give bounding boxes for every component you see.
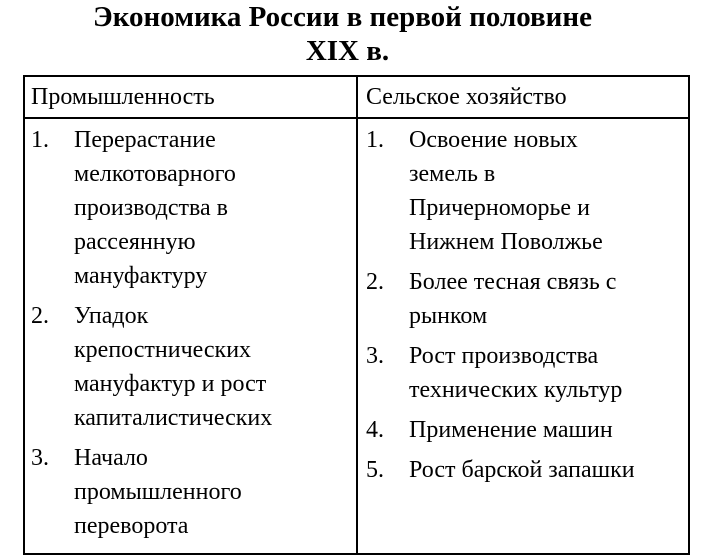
list-item — [366, 265, 688, 333]
list-item — [31, 123, 353, 293]
item-number: 3. — [366, 343, 384, 369]
item-number: 5. — [366, 457, 384, 483]
page-title — [0, 0, 720, 68]
item-number: 2. — [366, 269, 384, 295]
item-text: Освоение новых земель в Причерноморье и Нижнем Поволжье — [409, 127, 603, 255]
item-number: 1. — [31, 127, 49, 153]
list-item — [31, 299, 353, 435]
header-agriculture: Сельское хозяйство — [366, 84, 567, 110]
agriculture-column — [366, 123, 688, 493]
economy-table — [23, 75, 690, 555]
title-line-2: XIX в. — [305, 35, 390, 67]
item-number: 1. — [366, 127, 384, 153]
title-line-1: Экономика России в первой половине — [93, 1, 592, 33]
item-number: 3. — [31, 445, 49, 471]
item-text: Более тесная связь с рынком — [409, 269, 617, 329]
industry-list — [31, 123, 353, 543]
header-industry: Промышленность — [31, 84, 215, 110]
item-text: Рост производства технических культур — [409, 343, 623, 403]
header-divider — [25, 117, 688, 119]
item-text: Применение машин — [409, 417, 613, 443]
list-item — [366, 453, 688, 487]
item-text: Упадок крепостнических мануфактур и рост капиталистических — [74, 303, 273, 431]
item-text: Перерастание мелкотоварного производства в рассеянную мануфактуру — [74, 127, 236, 289]
agriculture-list — [366, 123, 688, 487]
list-item — [366, 413, 688, 447]
item-text: Начало промышленного переворота — [74, 445, 242, 539]
list-item — [366, 339, 688, 407]
list-item — [366, 123, 688, 259]
item-number: 4. — [366, 417, 384, 443]
item-number: 2. — [31, 303, 49, 329]
column-divider — [356, 77, 358, 553]
item-text: Рост барской запашки — [409, 457, 635, 483]
industry-column — [31, 123, 353, 549]
list-item — [31, 441, 353, 543]
